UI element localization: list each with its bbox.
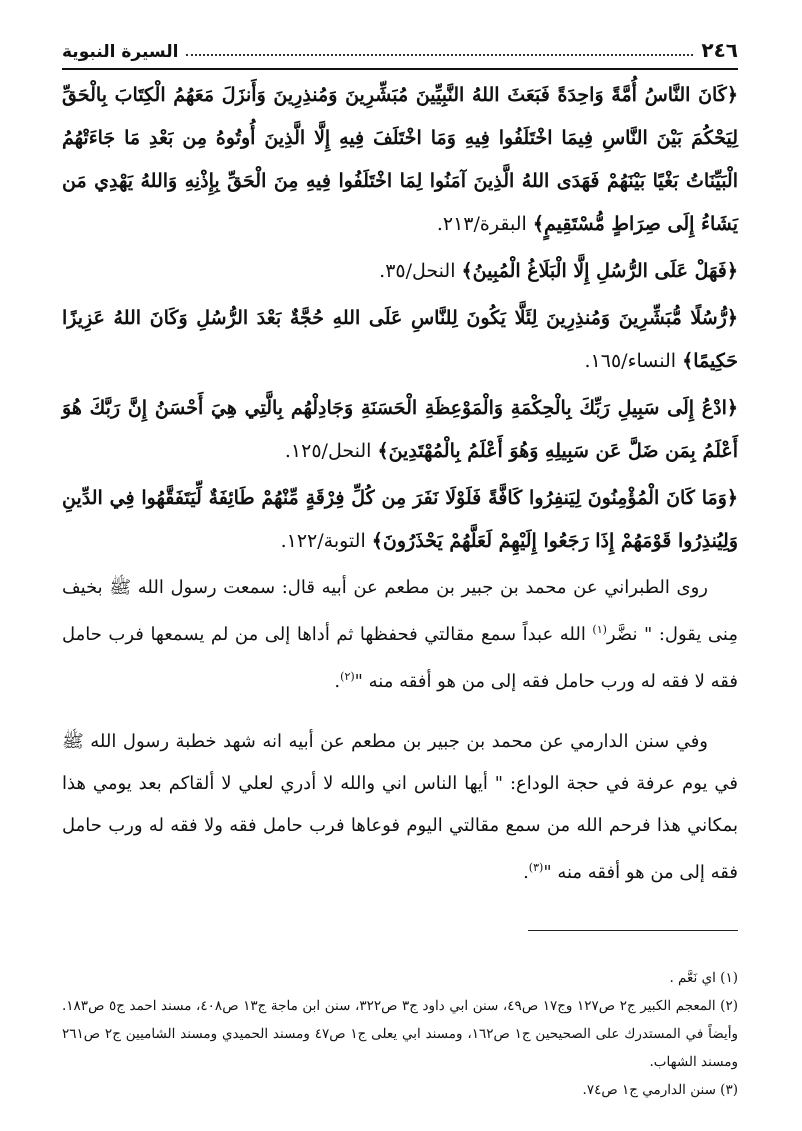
- paragraph-text: .: [523, 862, 529, 883]
- quran-verse: [62, 74, 738, 246]
- footnote-marker[interactable]: (٣): [528, 861, 544, 874]
- footnote: (١) اي نَعَّم .: [669, 970, 738, 986]
- verse-reference: النحل/١٢٥.: [284, 440, 372, 462]
- paragraph-text: الله عبداً سمع مقالتي فحفظها ثم أداها إلى من لم يسمعها فرب حامل فقه لا فقه له ورب حامل فقه إلى من هو أفقه منه ": [62, 624, 738, 692]
- page-number: ٢٤٦: [701, 38, 738, 62]
- quran-verse: [62, 477, 738, 563]
- footnote-marker[interactable]: (٢): [340, 670, 355, 683]
- quran-verse: [62, 250, 738, 293]
- footnote: (٣) سنن الدارمي ج١ ص٧٤.: [582, 1082, 738, 1098]
- hadith-paragraph: [62, 721, 738, 894]
- book-title: السيرة النبوية: [62, 42, 179, 62]
- verse-reference: النحل/٣٥.: [379, 260, 456, 282]
- footnote-marker[interactable]: (١): [592, 623, 607, 636]
- footnotes: [62, 964, 738, 1104]
- hadith-paragraph: [62, 567, 738, 703]
- document-page: [62, 34, 738, 1104]
- verse-reference: التوبة/١٢٢.: [280, 530, 366, 552]
- footnote-divider: [528, 930, 738, 931]
- header-dotted-leader: [186, 53, 693, 56]
- paragraph-text: روى الطبراني عن محمد بن جبير بن مطعم عن أبيه قال: سمعت رسول الله ﷺ بخيف مِنى يقول: " نضَّر: [62, 577, 738, 645]
- verse-text: ﴿وَمَا كَانَ الْمُؤْمِنُونَ لِيَنفِرُوا كَافَّةً فَلَوْلَا نَفَرَ مِن كُلِّ فِرْقَةٍ مِّنْهُمْ طَائِفَةٌ لِّيَتَفَقَّهُوا فِي الدِّينِ وَلِيُنذِرُوا قَوْمَهُمْ إِذَا رَجَعُوا إِلَيْهِمْ لَعَلَّهُمْ يَحْذَرُونَ﴾: [62, 487, 738, 552]
- quran-verse: [62, 387, 738, 473]
- verse-reference: النساء/١٦٥.: [584, 350, 677, 372]
- verse-text: ﴿ادْعُ إِلَى سَبِيلِ رَبِّكَ بِالْحِكْمَةِ وَالْمَوْعِظَةِ الْحَسَنَةِ وَجَادِلْهُم بِالَّتِي هِيَ أَحْسَنُ إِنَّ رَبَّكَ هُوَ أَعْلَمُ بِمَن ضَلَّ عَن سَبِيلِهِ وَهُوَ أَعْلَمُ بِالْمُهْتَدِينَ﴾: [62, 397, 738, 462]
- paragraph-text: وفي سنن الدارمي عن محمد بن جبير بن مطعم عن أبيه انه شهد خطبة رسول الله ﷺ في يوم عرفة في حجة الوداع: " أيها الناس اني والله لا أدري لعلي لا ألقاكم بعد يومي هذا بمكاني هذا فرحم الله من سمع مقالتي اليوم فوعاها فرب حامل فقه ولا فقه له ورب حامل فقه إلى من هو أفقه منه ": [62, 731, 738, 883]
- verse-reference: البقرة/٢١٣.: [436, 213, 527, 235]
- verse-text: ﴿فَهَلْ عَلَى الرُّسُلِ إِلَّا الْبَلَاغُ الْمُبِينُ﴾: [461, 260, 738, 282]
- verse-text: ﴿كَانَ النَّاسُ أُمَّةً وَاحِدَةً فَبَعَثَ اللهُ النَّبِيِّينَ مُبَشِّرِينَ وَمُنذِرِينَ وَأَنزَلَ مَعَهُمُ الْكِتَابَ بِالْحَقِّ لِيَحْكُمَ بَيْنَ النَّاسِ فِيمَا اخْتَلَفُوا فِيهِ وَمَا اخْتَلَفَ فِيهِ إِلَّا الَّذِينَ أُوتُوهُ مِن بَعْدِ مَا جَاءَتْهُمُ الْبَيِّنَاتُ بَغْيًا بَيْنَهُمْ فَهَدَى اللهُ الَّذِينَ آمَنُوا لِمَا اخْتَلَفُوا فِيهِ مِنَ الْحَقِّ بِإِذْنِهِ وَاللهُ يَهْدِي مَن يَشَاءُ إِلَى صِرَاطٍ مُّسْتَقِيمٍ﴾: [62, 84, 738, 235]
- page-header: [62, 34, 738, 70]
- quran-verse: [62, 297, 738, 383]
- paragraph-text: .: [334, 671, 341, 692]
- verse-text: ﴿رُّسُلًا مُّبَشِّرِينَ وَمُنذِرِينَ لِئَلَّا يَكُونَ لِلنَّاسِ عَلَى اللهِ حُجَّةٌ بَعْدَ الرُّسُلِ وَكَانَ اللهُ عَزِيزًا حَكِيمًا﴾: [62, 307, 738, 372]
- footnote: (٢) المعجم الكبير ج٢ ص١٢٧ وج١٧ ص٤٩، سنن ابي داود ج٣ ص٣٢٢، سنن ابن ماجة ج١٣ ص٤٠٨، مسند احمد ج٥ ص١٨٣. وأيضاً في المستدرك على الصحيحين ج١ ص١٦٢، ومسند ابي يعلى ج١ ص٤٧ ومسند الحميدي ومسند الشاميين ج٢ ص٢٦١ ومسند الشهاب.: [62, 998, 738, 1070]
